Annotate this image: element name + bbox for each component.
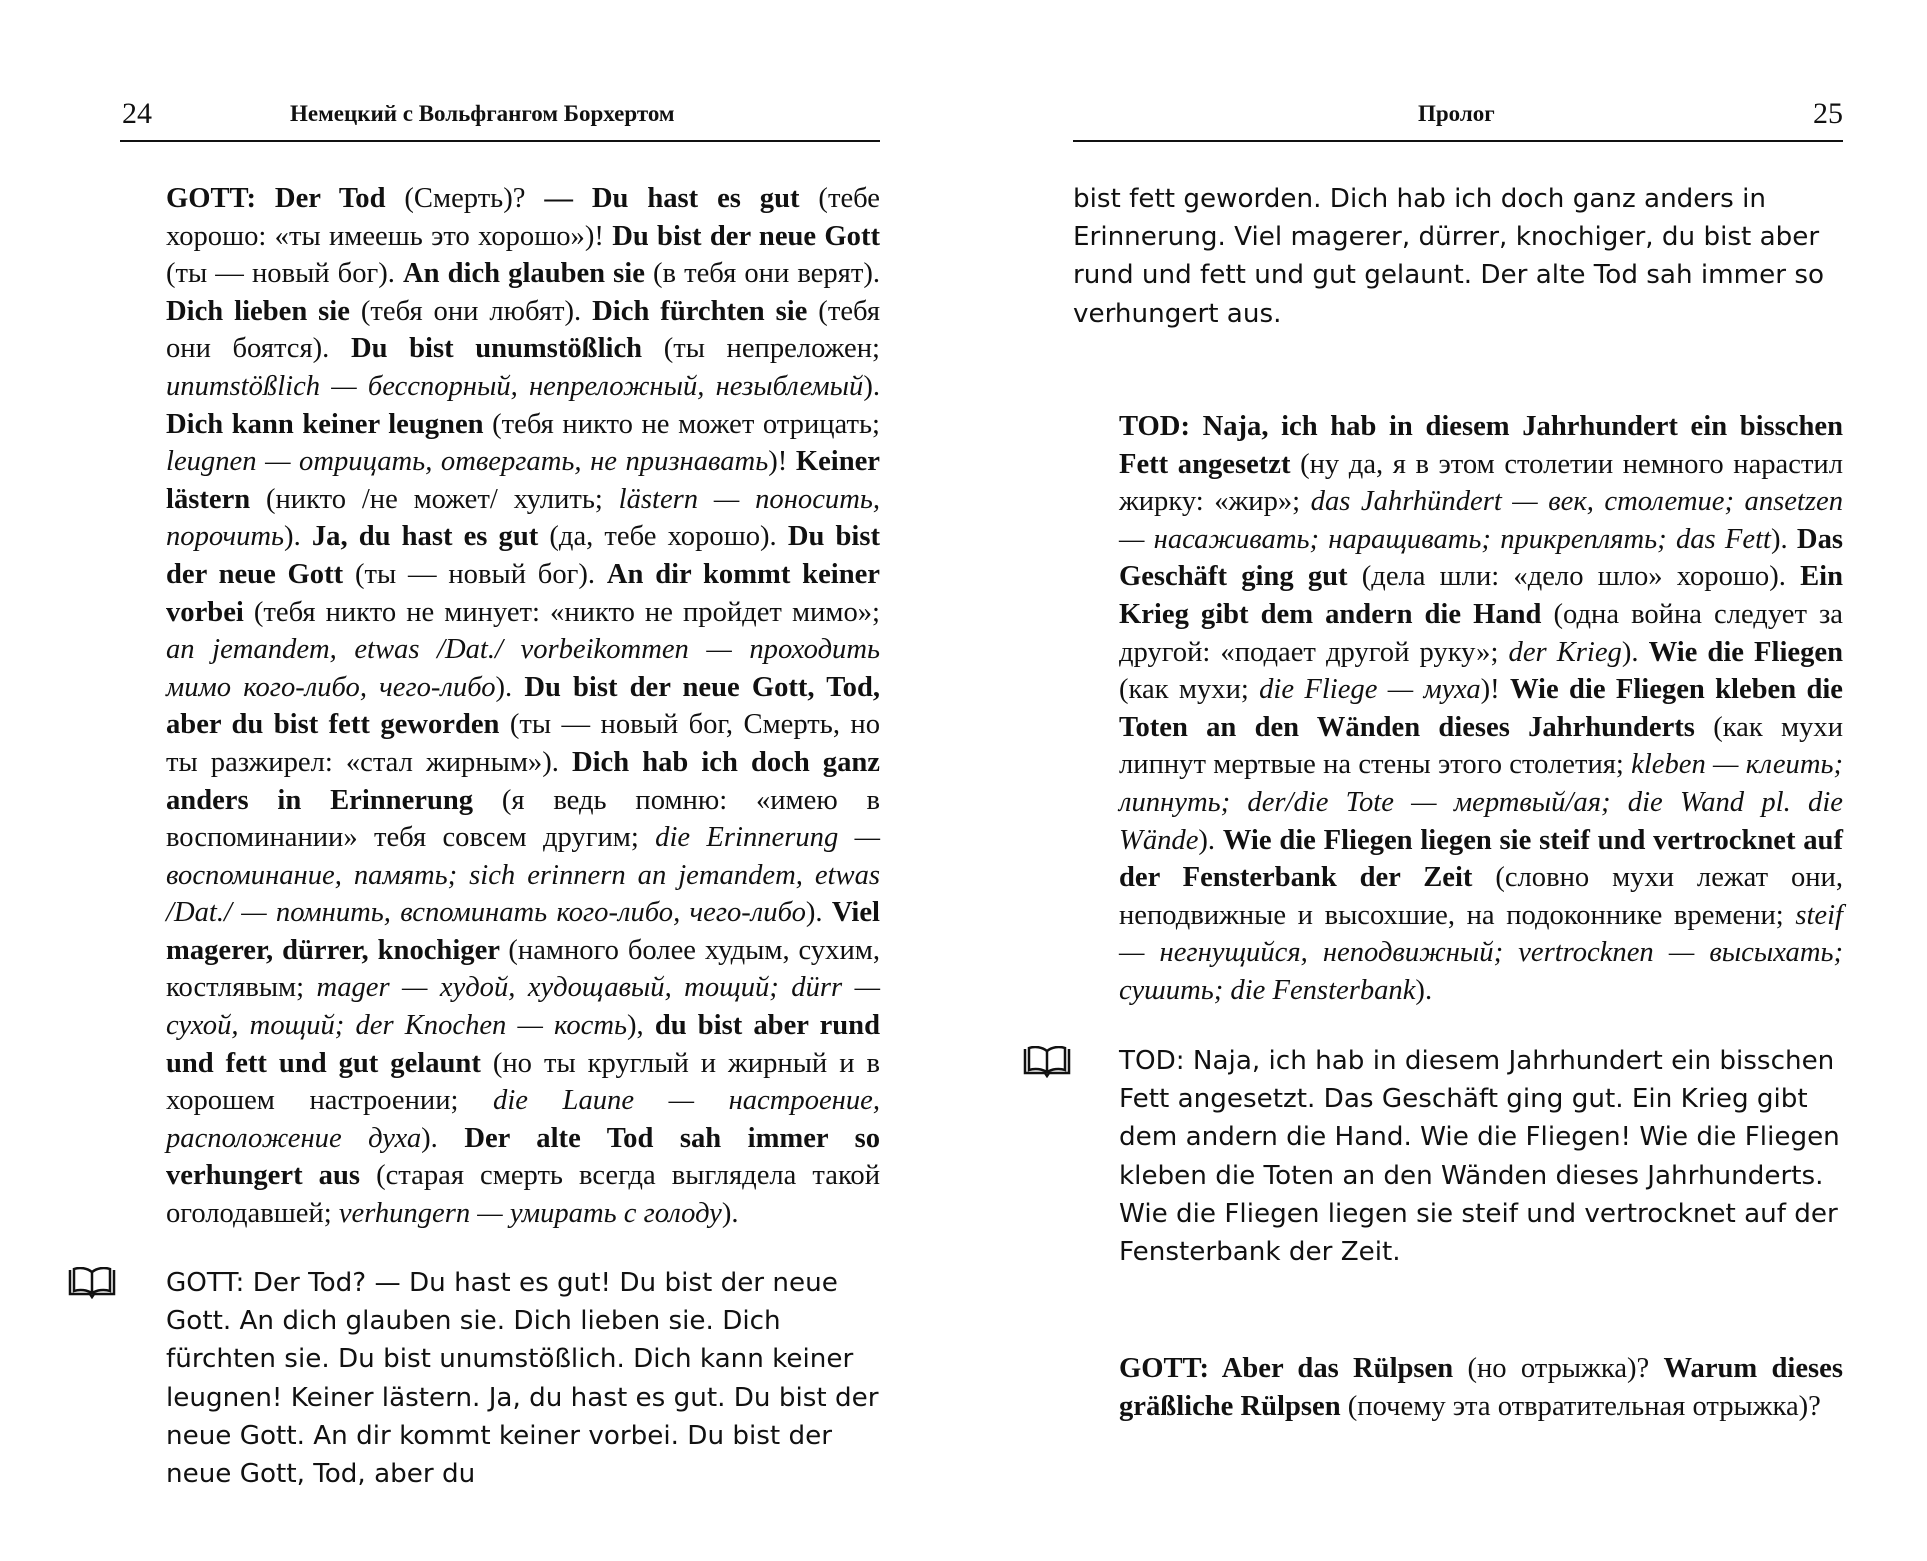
- original-text: TOD: Naja, ich hab in diesem Jahrhundert ein bisschen Fett angesetzt. Das Geschäft ging gut. Ein Krieg gibt dem andern die Hand. Wie die Fliegen! Wie die Fliegen kleben die Toten an den Wänden dieses Jahrhunderts. Wie die Fliegen liegen sie steif und vertrocknet auf der Fensterbank der Zeit.: [1119, 1046, 1840, 1268]
- german-phrase: Viel magerer, dürrer, knochiger: [166, 897, 880, 966]
- german-phrase: An dir kommt keiner vorbei: [166, 558, 881, 628]
- german-phrase: Wie die Fliegen kleben die Toten an den Wänden dieses Jahrhunderts: [1119, 674, 1843, 743]
- vocabulary-note: steif — негнущийся, неподвижный; vertrocknen — высыхать; сушить; die Fensterbank: [1119, 899, 1843, 1006]
- translation-text: (ты непреложен;: [663, 333, 880, 365]
- translation-text: (тебе хорошо: «ты имеешь это хорошо»)!: [166, 183, 880, 252]
- translation-text: (тебя никто не минует: «никто не пройдет мимо»;: [253, 596, 880, 628]
- german-phrase: Ein Krieg gibt dem andern die Hand: [1119, 561, 1843, 630]
- translation-text: (ты — новый бог).: [166, 258, 403, 290]
- translation-text: (я ведь помню: «имею в воспоминании» тебя совсем другим;: [166, 784, 880, 854]
- german-phrase: Dich kann keiner leugnen: [166, 408, 493, 440]
- german-phrase: Wie die Fliegen: [1648, 636, 1843, 668]
- vocabulary-note: unumstößlich — бесспорный, непреложный, незыблемый: [166, 370, 864, 402]
- german-phrase: Das Geschäft ging gut: [1119, 523, 1843, 593]
- translation-text: (дела шли: «дело шло» хорошо).: [1361, 561, 1801, 593]
- page-number: 24: [122, 97, 152, 130]
- translation-text: (тебя они любят).: [360, 295, 593, 327]
- translation-text: (как мухи липнут мертвые на стены этого столетия;: [1119, 711, 1843, 781]
- german-phrase: GOTT: Aber das Rülpsen: [1119, 1353, 1468, 1384]
- vocabulary-note: lästern — поносить, порочить: [166, 483, 880, 553]
- translation-text: ).: [1198, 824, 1223, 856]
- translation-text: )!: [1480, 674, 1510, 706]
- translation-text: ).: [805, 897, 832, 929]
- vocabulary-note: verhungern — умирать с голоду: [338, 1198, 722, 1230]
- german-phrase: GOTT: Der Tod: [166, 183, 405, 214]
- german-phrase: Du bist der neue Gott: [166, 521, 880, 590]
- german-phrase: Du bist unumstößlich: [350, 333, 664, 365]
- vocabulary-note: mager — худой, худощавый, тощий; dürr — сухой, тощий; der Knochen — кость: [166, 972, 880, 1042]
- german-phrase: Wie die Fliegen liegen sie steif und vertrocknet auf der Fensterbank der Zeit: [1119, 824, 1843, 894]
- glossed-paragraph: [1073, 1350, 1843, 1425]
- open-book-icon: [68, 1267, 116, 1299]
- translation-text: (ты — новый бог, Смерть, но ты разжирел: «стал жирным»).: [166, 709, 880, 778]
- glossed-paragraph: [1073, 408, 1843, 1010]
- translation-text: ).: [721, 1198, 739, 1230]
- translation-text: (почему эта отвратительная отрыжка)?: [1347, 1390, 1821, 1422]
- german-phrase: Du bist der neue Gott: [612, 220, 880, 252]
- german-phrase: Dich lieben sie: [166, 295, 361, 327]
- vocabulary-note: der Krieg: [1508, 636, 1622, 668]
- translation-text: (в тебя они верят).: [653, 258, 880, 290]
- translation-text: (ну да, я в этом столетии немного нарастил жирку: «жир»;: [1119, 448, 1844, 518]
- german-phrase: Dich fürchten sie: [592, 295, 819, 327]
- translation-text: (как мухи;: [1119, 674, 1260, 706]
- german-phrase: Dich hab ich doch ganz anders in Erinnerung: [166, 746, 880, 816]
- german-phrase: An dich glauben sie: [403, 258, 654, 290]
- translation-text: (но отрыжка)?: [1467, 1353, 1664, 1384]
- german-phrase: du bist aber rund und fett und gut gelaunt: [166, 1010, 880, 1079]
- vocabulary-note: die Erinnerung — воспоминание, память; sich erinnern an jemandem, etwas /Dat./ — помнить, вспоминать кого-либо, чего-либо: [166, 822, 881, 929]
- translation-text: (словно мухи лежат они, неподвижные и высохшие, на подоконнике времени;: [1119, 862, 1843, 931]
- vocabulary-note: die Fliege — муха: [1259, 674, 1481, 706]
- translation-text: (никто /не может/ хулить;: [265, 483, 619, 515]
- german-phrase: — Du hast es gut: [544, 183, 819, 214]
- running-head-right: [1073, 96, 1843, 142]
- vocabulary-note: leugnen — отрицать, отвергать, не признавать: [166, 446, 769, 478]
- vocabulary-note: an jemandem, etwas /Dat./ vorbeikommen — проходить мимо кого-либо, чего-либо: [166, 634, 880, 703]
- translation-text: (ты — новый бог).: [354, 558, 607, 590]
- german-phrase: Keiner lästern: [166, 446, 880, 515]
- vocabulary-note: kleben — клеить; липнуть; der/die Tote — мертвый/ая; die Wand pl. die Wände: [1119, 749, 1844, 856]
- translation-text: ).: [421, 1122, 465, 1154]
- open-book-icon: [1023, 1046, 1071, 1078]
- translation-text: ),: [627, 1010, 655, 1042]
- translation-text: ).: [1415, 974, 1433, 1006]
- translation-text: (старая смерть всегда выглядела такой оголодавшей;: [166, 1160, 880, 1230]
- german-phrase: Ja, du hast es gut: [311, 521, 550, 553]
- german-phrase: Warum dieses gräßliche Rülpsen: [1119, 1353, 1844, 1422]
- glossed-paragraph: [120, 180, 880, 1233]
- vocabulary-note: das Jahrhündert — век, столетие; ansetzen — насаживать; наращивать; прикреплять; das Fett: [1119, 486, 1843, 555]
- translation-text: ).: [1770, 523, 1797, 555]
- page-number: 25: [1813, 97, 1843, 130]
- original-text: GOTT: Der Tod? — Du hast es gut! Du bist der neue Gott. An dich glauben sie. Dich lieben sie. Dich fürchten sie. Du bist unumstößlich. Dich kann keiner leugnen! Keiner lästern. Ja, du hast es gut. Du bist der neue Gott. An dir kommt keiner vorbei. Du bist der neue Gott, Tod, aber du: [166, 1268, 879, 1490]
- translation-text: (намного более худым, сухим, костлявым;: [166, 934, 881, 1004]
- german-phrase: Du bist der neue Gott, Tod, aber du bist fett geworden: [166, 671, 880, 741]
- translation-text: (да, тебе хорошо).: [549, 521, 788, 553]
- translation-text: ).: [1621, 636, 1649, 668]
- translation-text: ).: [284, 521, 312, 553]
- running-head-title: Немецкий с Вольфгангом Борхертом: [290, 101, 675, 126]
- translation-text: (тебя они боятся).: [166, 295, 880, 365]
- vocabulary-note: die Laune — настроение, расположение духа: [166, 1085, 881, 1154]
- original-text-continued: bist fett geworden. Dich hab ich doch ganz anders in Erinnerung. Viel magerer, dürrer, knochiger, du bist aber rund und fett und gut gelaunt. Der alte Tod sah immer so verhungert aus.: [1073, 184, 1825, 329]
- german-phrase: TOD: Naja, ich hab in diesem Jahrhundert ein bisschen Fett angesetzt: [1119, 411, 1843, 480]
- translation-text: (Смерть)?: [404, 183, 545, 214]
- translation-text: (тебя никто не может отрицать;: [492, 408, 880, 440]
- translation-text: ).: [863, 370, 880, 402]
- german-phrase: Der alte Tod sah immer so verhungert aus: [166, 1122, 880, 1192]
- translation-text: (но ты круглый и жирный и в хорошем настроении;: [166, 1047, 880, 1117]
- running-head-title: Пролог: [1418, 101, 1495, 126]
- running-head-left: [120, 96, 880, 142]
- translation-text: )!: [768, 446, 796, 478]
- translation-text: (одна война следует за другой: «подает другой руку»;: [1119, 598, 1843, 668]
- translation-text: ).: [495, 671, 525, 703]
